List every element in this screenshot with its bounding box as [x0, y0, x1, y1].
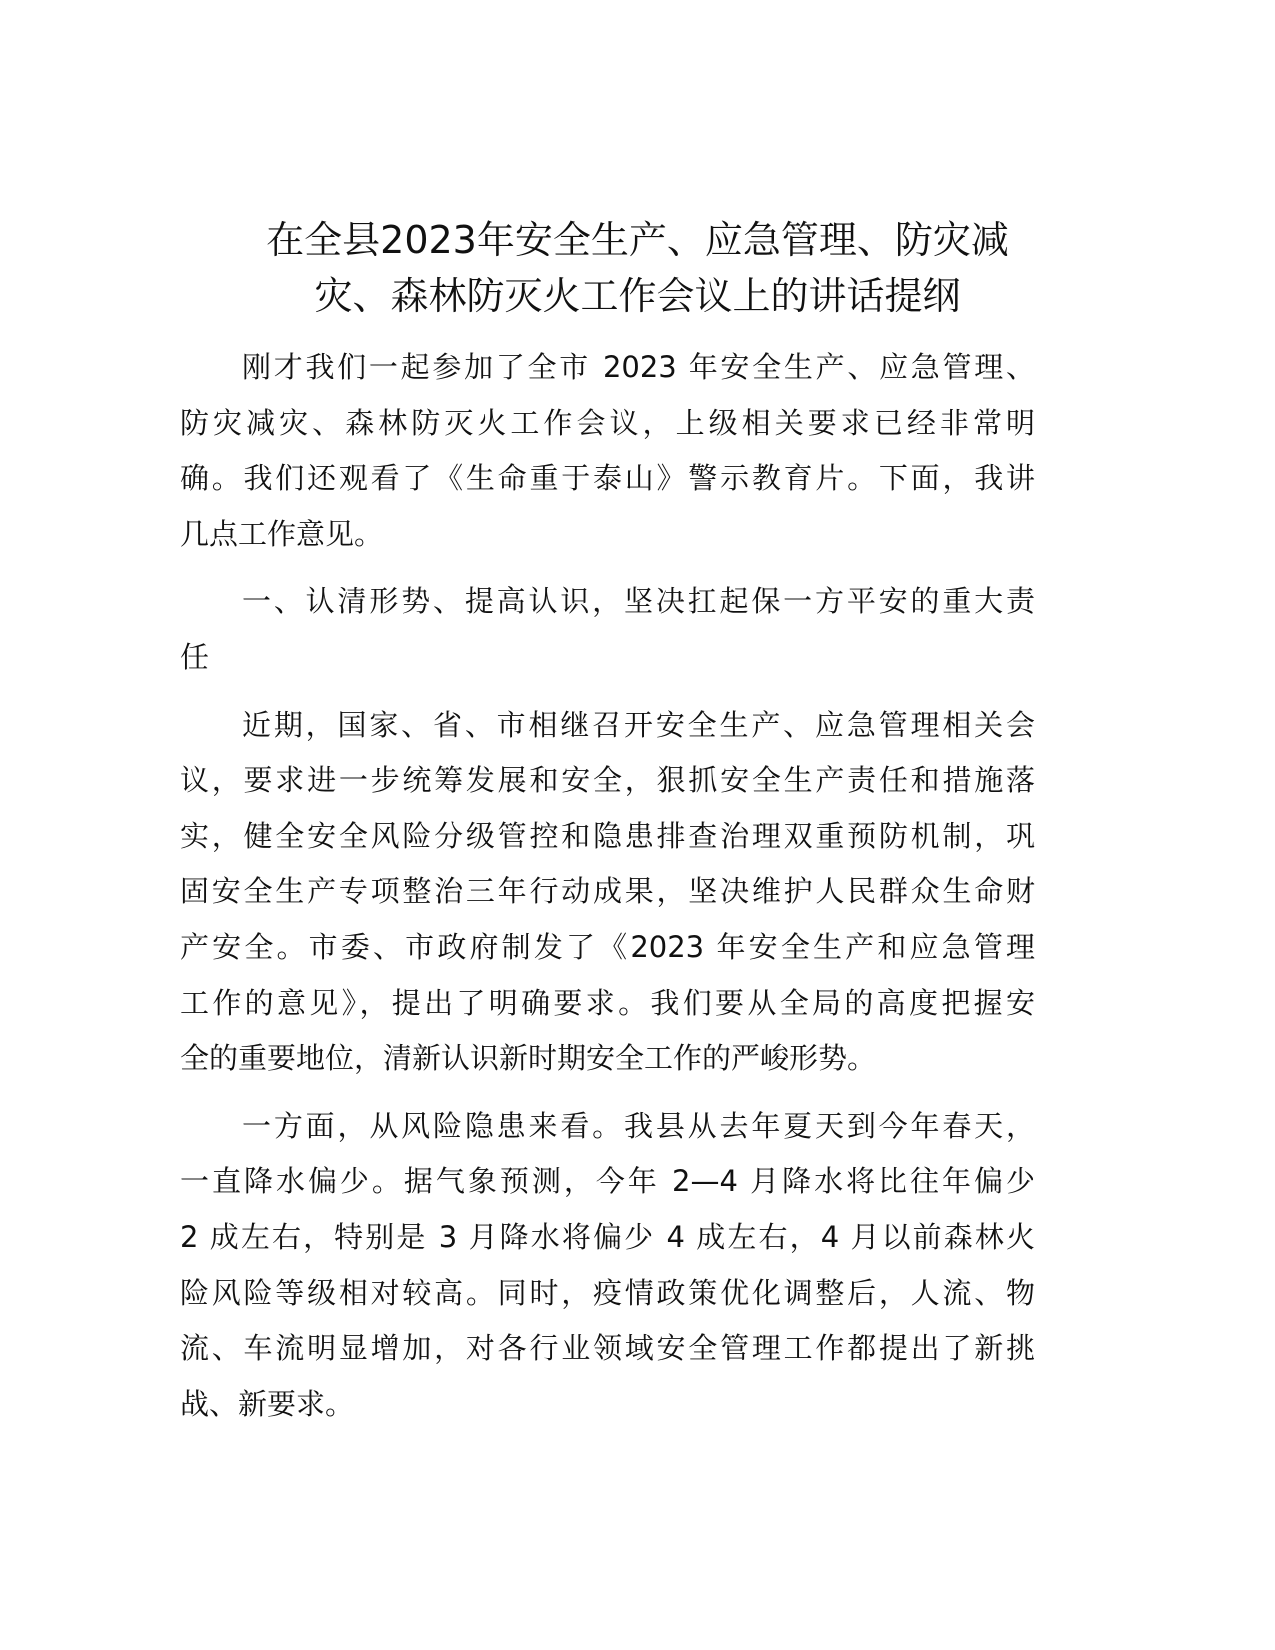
text-line: 一直降水偏少。据气象预测，今年 2—4 月降水将比往年偏少 — [180, 1164, 1035, 1199]
text-line: 议，要求进一步统筹发展和安全，狠抓安全生产责任和措施落 — [180, 763, 1035, 798]
text-line: 近期，国家、省、市相继召开安全生产、应急管理相关会 — [242, 707, 1035, 742]
title-line: 在全县2023年安全生产、应急管理、防灾减 — [266, 218, 1009, 262]
text-line: 刚才我们一起参加了全市 2023 年安全生产、应急管理、 — [242, 350, 1035, 384]
text-line: 一、认清形势、提高认识，坚决扛起保一方平安的重大责 — [242, 584, 1035, 619]
section-heading — [180, 574, 1035, 685]
text-line: 工作的意见》，提出了明确要求。我们要从全局的高度把握安 — [180, 985, 1035, 1020]
document-title — [150, 212, 1125, 324]
text-line: 2 成左右，特别是 3 月降水将偏少 4 成左右，4 月以前森林火 — [180, 1219, 1035, 1254]
text-line: 实，健全安全风险分级管控和隐患排查治理双重预防机制，巩 — [180, 818, 1035, 853]
text-line: 产安全。市委、市政府制发了《2023 年安全生产和应急管理 — [180, 929, 1035, 964]
title-line: 灾、森林防灭火工作会议上的讲话提纲 — [314, 274, 961, 318]
text-line: 全的重要地位，清新认识新时期安全工作的严峻形势。 — [180, 1041, 877, 1076]
text-line: 战、新要求。 — [180, 1386, 355, 1421]
paragraph — [180, 1099, 1035, 1433]
text-line: 几点工作意见。 — [180, 516, 384, 551]
text-line: 防灾减灾、森林防灭火工作会议，上级相关要求已经非常明 — [180, 405, 1035, 440]
text-line: 险风险等级相对较高。同时，疫情政策优化调整后，人流、物 — [180, 1275, 1035, 1310]
text-line: 流、车流明显增加，对各行业领域安全管理工作都提出了新挑 — [180, 1331, 1035, 1366]
document-body — [180, 340, 1035, 1444]
text-line: 一方面，从风险隐患来看。我县从去年夏天到今年春天， — [242, 1108, 1035, 1143]
text-line: 任 — [180, 639, 210, 674]
paragraph — [180, 698, 1035, 1087]
text-line: 确。我们还观看了《生命重于泰山》警示教育片。下面，我讲 — [180, 461, 1035, 496]
text-line: 固安全生产专项整治三年行动成果，坚决维护人民群众生命财 — [180, 874, 1035, 909]
paragraph — [180, 340, 1035, 562]
